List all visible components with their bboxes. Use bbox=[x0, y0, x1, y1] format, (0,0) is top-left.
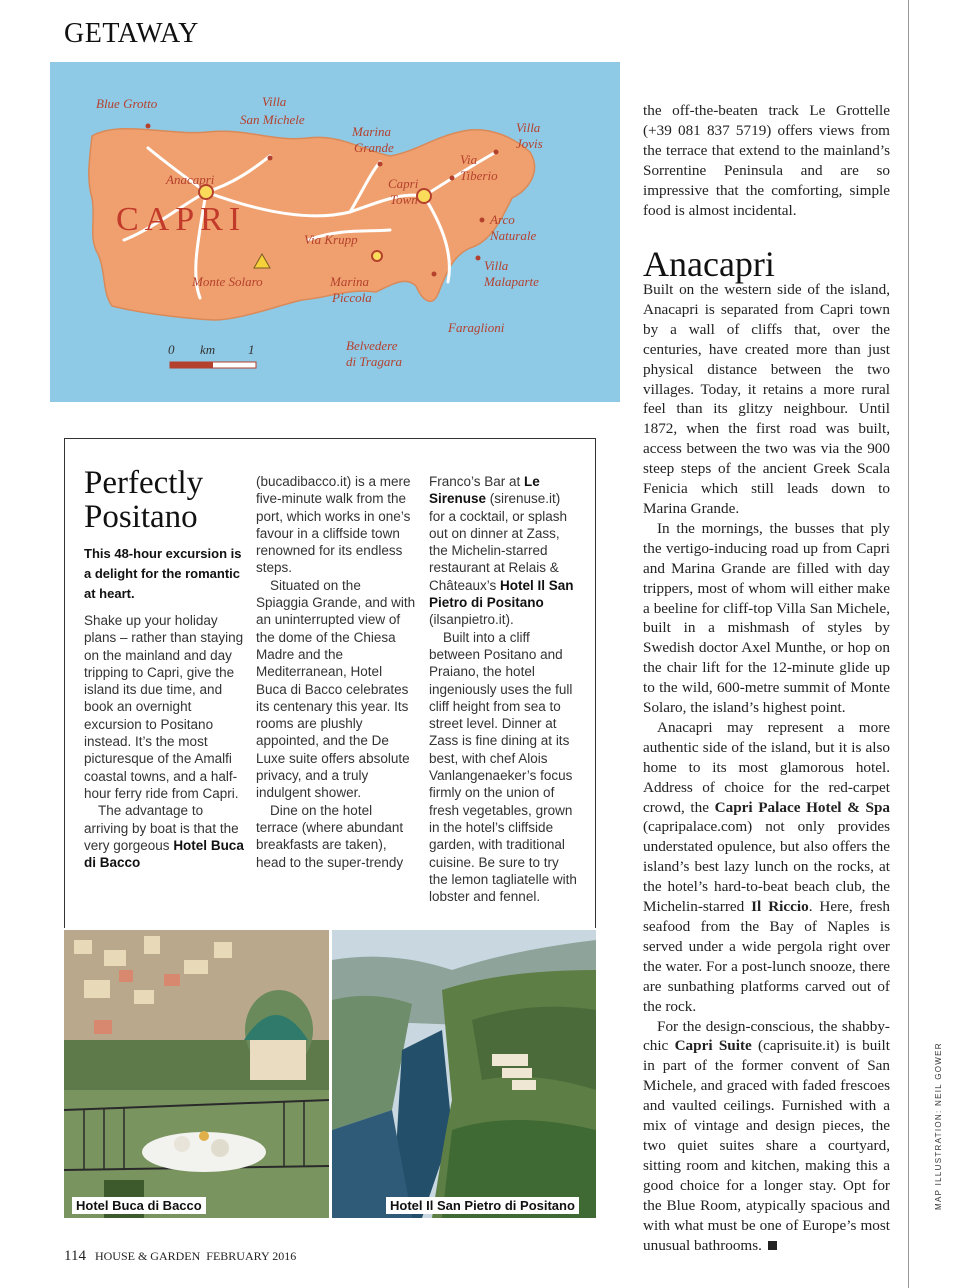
magazine-name: HOUSE & GARDEN bbox=[94, 1249, 201, 1263]
label-faraglioni: Faraglioni bbox=[448, 320, 505, 335]
label-blue-grotto: Blue Grotto bbox=[96, 96, 158, 111]
label-island: CAPRI bbox=[116, 201, 247, 238]
end-mark-icon bbox=[768, 1241, 777, 1250]
sidebar-subtitle: This 48-hour excursion is a delight for the romantic at heart. bbox=[84, 546, 242, 601]
anacapri-paragraph-1: Built on the western side of the island, Anacapri is separated from Capri town by a wall of cliffs that, over the centuries, have created more than just physical distance between the two villages. Today, it retains a more rural feel than its glitzy neighbour. Until 1872, when the first road was built, access between the two was via the 900 steep steps of the ancient Greek Scala Fenicia which still leads down to Marina Grande. bbox=[643, 281, 890, 517]
right-column-body bbox=[643, 280, 890, 1255]
caption-buca-di-bacco: Hotel Buca di Bacco bbox=[72, 1197, 206, 1214]
buca-di-bacco-name: Hotel Buca di Bacco bbox=[84, 837, 244, 871]
label-villa-jovis-1: Villa bbox=[516, 120, 541, 135]
anacapri-paragraph-4: For the design-conscious, the shabby-chic Capri Suite (caprisuite.it) is built in part of the former convent of San Michele, and graced with faded frescoes and vaulted ceilings. Furnished with a mix of vintage and design pieces, the two quiet suites share a courtyard, sitting room and kitchen, making this a good choice for a longer stay. Opt for the Blue Room, atypically spacious and with what must be one of Europe’s most unusual bathrooms. bbox=[643, 1017, 890, 1254]
anacapri-paragraph-2: In the mornings, the busses that ply the vertigo-inducing road up from Capri and Marina Grande are filled with day trippers, most of whom will either make a beeline for cliff-top Villa San Michele, built in a mishmash of styles by Swedish doctor Axel Munthe, or hop on the chair lift for the 12-minute glide up to the wild, 600-metre summit of Monte Solaro, the island’s highest point. bbox=[643, 519, 890, 717]
label-capri-town-2: Town bbox=[390, 192, 418, 207]
page-footer bbox=[64, 1248, 296, 1265]
sidebar-c1-paragraph-1: Shake up your holiday plans – rather than staying on the mainland and day tripping to Capri, give the island its due time, and book an overnight excursion to Positano instead. It’s the most picturesque of the Amalfi coastal towns, and a half-hour ferry ride from Capri. bbox=[84, 613, 244, 801]
label-via-tiberio-1: Via bbox=[460, 152, 478, 167]
intro-paragraph: the off-the-beaten track Le Grottelle (+39 081 837 5719) offers views from the terrace that extend to the mainland’s Sorrentine Peninsula and are so impressive that the comforting, simple food is almost incidental. bbox=[643, 102, 890, 219]
photo-buca-di-bacco bbox=[64, 930, 329, 1218]
san-pietro-name: Hotel Il San Pietro di Positano bbox=[429, 577, 574, 611]
sidebar-title: Perfectly Positano bbox=[84, 465, 204, 535]
map-credit: MAP ILLUSTRATION: NEIL GOWER bbox=[934, 1042, 943, 1210]
issue-date: FEBRUARY 2016 bbox=[206, 1249, 297, 1263]
scale-one: 1 bbox=[248, 342, 255, 357]
label-via-krupp: Via Krupp bbox=[304, 232, 358, 247]
scale-zero: 0 bbox=[168, 342, 175, 357]
section-label: GETAWAY bbox=[64, 18, 199, 49]
anacapri-heading: Anacapri bbox=[643, 244, 775, 284]
sidebar-c3-paragraph-2: Built into a cliff between Positano and Praiano, the hotel ingeniously uses the full cliff height from sea to street level. Dinner at Zass is fine dining at its best, with chef Alois Vanlangenaeker’s focus firmly on the union of fresh vegetables, grown in the hotel’s cliffside garden, with traditional cuisine. Be sure to try the lemon tagliatelle with lobster and fennel. bbox=[429, 629, 577, 905]
sidebar-c3-paragraph-1: Franco’s Bar at Le Sirenuse (sirenuse.it) for a cocktail, or splash out on dinner at Zass, the Michelin-starred restaurant at Relais & Châteaux’s Hotel Il San Pietro di Positano (ilsanpietro.it). bbox=[429, 474, 574, 628]
capri-palace-name: Capri Palace Hotel & Spa bbox=[714, 798, 890, 816]
sidebar-c1-paragraph-2: The advantage to arriving by boat is that the very gorgeous Hotel Buca di Bacco bbox=[84, 803, 244, 871]
le-sirenuse-name: Le Sirenuse bbox=[429, 474, 540, 507]
sidebar-c2-paragraph-2: Situated on the Spiaggia Grande, and with an uninterrupted view of the dome of the Chiesa Madre and the Mediterranean, Hotel Buca di Bacco celebrates its centenary this year. Its rooms are plushly appointed, and the De Luxe suite offers absolute privacy, and a truly indulgent shower. bbox=[256, 577, 416, 801]
label-villa-malaparte-2: Malaparte bbox=[484, 274, 539, 289]
label-arco-naturale-1: Arco bbox=[490, 212, 515, 227]
label-anacapri: Anacapri bbox=[166, 172, 215, 187]
right-column-intro bbox=[643, 101, 890, 220]
sidebar-column-3 bbox=[429, 473, 579, 905]
label-marina-piccola-1: Marina bbox=[330, 274, 369, 289]
scale-unit: km bbox=[200, 342, 216, 357]
label-arco-naturale-2: Naturale bbox=[490, 228, 537, 243]
sidebar-c2-paragraph-1: (bucadibacco.it) is a mere five-minute walk from the port, which works in one’s favour in a cliffside town renowned for its endless steps. bbox=[256, 474, 411, 576]
label-belvedere-1: Belvedere bbox=[346, 338, 398, 353]
sidebar-column-1 bbox=[84, 612, 244, 871]
capri-map bbox=[50, 62, 620, 402]
anacapri-paragraph-3: Anacapri may represent a more authentic side of the island, but it is also home to its most glamorous hotel. Address of choice for the red-carpet crowd, the Capri Palace Hotel & Spa (capripalace.com) not only provides understated opulence, but also offers the island’s best lazy lunch on the rocks, at the hotel’s hard-to-beat beach club, the Michelin-starred Il Riccio. Here, fresh seafood from the Bay of Naples is served under a wide pergola right over the water. For a post-lunch snooze, there are sunbathing platforms carved out of the rock. bbox=[643, 718, 890, 1015]
il-riccio-name: Il Riccio bbox=[751, 898, 809, 916]
capri-suite-name: Capri Suite bbox=[674, 1037, 752, 1055]
sidebar-c2-paragraph-3: Dine on the hotel terrace (where abundant breakfasts are taken), head to the super-trendy bbox=[256, 802, 404, 870]
photo-san-pietro bbox=[332, 930, 596, 1218]
map-scale-bar bbox=[168, 342, 256, 368]
label-villa-malaparte-1: Villa bbox=[484, 258, 509, 273]
label-marina-grande-1: Marina bbox=[352, 124, 391, 139]
label-villa-san-michele-1: Villa bbox=[262, 94, 287, 109]
label-villa-jovis-2: Jovis bbox=[516, 136, 543, 151]
label-marina-grande-2: Grande bbox=[354, 140, 394, 155]
sidebar-column-2 bbox=[256, 473, 416, 871]
caption-san-pietro: Hotel Il San Pietro di Positano bbox=[386, 1197, 579, 1214]
label-capri-town-1: Capri bbox=[388, 176, 419, 191]
label-via-tiberio-2: Tiberio bbox=[460, 168, 498, 183]
label-villa-san-michele-2: San Michele bbox=[240, 112, 305, 127]
label-belvedere-2: di Tragara bbox=[346, 354, 402, 369]
label-monte-solaro: Monte Solaro bbox=[192, 274, 263, 289]
page-edge-rule bbox=[908, 0, 909, 1288]
page-number: 114 bbox=[64, 1248, 86, 1264]
label-marina-piccola-2: Piccola bbox=[332, 290, 372, 305]
